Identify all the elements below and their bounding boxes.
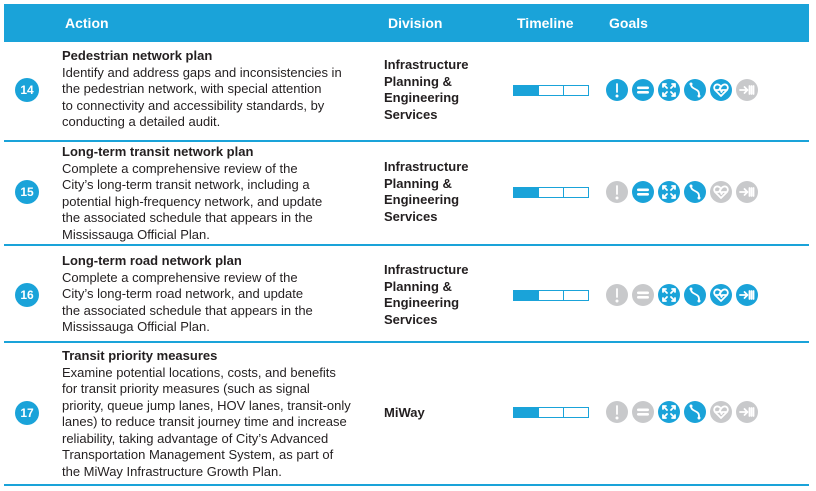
division-line: Engineering <box>384 295 460 310</box>
row-number: 17 <box>15 401 39 425</box>
row-number: 16 <box>15 283 39 307</box>
heart-pulse-icon <box>710 401 732 423</box>
division-line: Engineering <box>384 90 460 105</box>
route-icon <box>684 401 706 423</box>
row-divider <box>4 140 809 142</box>
timeline-bar <box>513 407 589 418</box>
heart-pulse-icon <box>710 181 732 203</box>
expand-arrows-icon <box>658 284 680 306</box>
equals-icon <box>632 401 654 423</box>
timeline-bar <box>513 187 589 198</box>
row-number: 14 <box>15 78 39 102</box>
goals-group <box>606 401 758 423</box>
forward-arrow-icon <box>736 401 758 423</box>
exclamation-icon <box>606 401 628 423</box>
division-line: Services <box>384 106 438 122</box>
action-line: Mississauga Official Plan. <box>62 226 210 242</box>
exclamation-icon <box>606 79 628 101</box>
timeline-bar <box>513 85 589 96</box>
action-title: Pedestrian network plan <box>62 48 213 63</box>
action-title: Long-term transit network plan <box>62 144 254 159</box>
route-icon <box>684 284 706 306</box>
division-line: Services <box>384 311 438 327</box>
action-line: Complete a comprehensive review of the <box>62 160 298 176</box>
equals-icon <box>632 79 654 101</box>
forward-arrow-icon <box>736 284 758 306</box>
heart-pulse-icon <box>710 79 732 101</box>
division-line: Engineering <box>384 192 460 207</box>
action-line: for transit priority measures (such as signal <box>62 381 310 396</box>
action-line: the associated schedule that appears in the <box>62 302 313 318</box>
action-cell <box>62 48 362 131</box>
timeline-fill <box>514 408 538 417</box>
action-line: reliability, taking advantage of City’s Advanced <box>62 430 329 446</box>
forward-arrow-icon <box>736 181 758 203</box>
division-line: Infrastructure <box>384 57 469 72</box>
action-title: Transit priority measures <box>62 348 218 363</box>
action-line: conducting a detailed audit. <box>62 114 221 129</box>
header-division: Division <box>388 15 443 31</box>
route-icon <box>684 181 706 203</box>
division-cell <box>384 57 504 123</box>
division-cell <box>384 159 504 225</box>
action-cell <box>62 144 362 243</box>
action-line: the MiWay Infrastructure Growth Plan. <box>62 463 282 479</box>
division-line: Infrastructure <box>384 159 469 174</box>
timeline-bar <box>513 290 589 301</box>
division-cell <box>384 262 504 328</box>
action-line: lanes) to reduce transit journey time and increase <box>62 414 347 429</box>
action-line: priority, queue jump lanes, HOV lanes, transit-only <box>62 397 351 413</box>
division-line: Planning & <box>384 73 452 89</box>
action-line: City’s long-term road network, and update <box>62 286 304 301</box>
goals-group <box>606 79 758 101</box>
division-line: Services <box>384 208 438 224</box>
row-number: 15 <box>15 180 39 204</box>
action-line: Identify and address gaps and inconsistencies in <box>62 64 342 80</box>
row-divider <box>4 484 809 486</box>
action-line: the associated schedule that appears in the <box>62 210 313 225</box>
action-line: Transportation Management System, as part of <box>62 447 334 462</box>
timeline-fill <box>514 188 538 197</box>
row-divider <box>4 244 809 246</box>
goals-group <box>606 181 758 203</box>
action-line: to connectivity and accessibility standards, by <box>62 97 325 113</box>
division-line: Planning & <box>384 278 452 294</box>
header-action: Action <box>65 15 109 31</box>
heart-pulse-icon <box>710 284 732 306</box>
division-line: Infrastructure <box>384 262 469 277</box>
action-line: Examine potential locations, costs, and benefits <box>62 364 336 380</box>
action-cell <box>62 253 362 336</box>
expand-arrows-icon <box>658 401 680 423</box>
action-line: potential high-frequency network, and update <box>62 193 323 209</box>
exclamation-icon <box>606 284 628 306</box>
goals-group <box>606 284 758 306</box>
forward-arrow-icon <box>736 79 758 101</box>
row-divider <box>4 341 809 343</box>
action-title: Long-term road network plan <box>62 253 242 268</box>
header-goals: Goals <box>609 15 648 31</box>
route-icon <box>684 79 706 101</box>
timeline-fill <box>514 86 538 95</box>
action-cell <box>62 348 362 480</box>
equals-icon <box>632 284 654 306</box>
division-line: MiWay <box>384 405 425 420</box>
timeline-fill <box>514 291 538 300</box>
action-line: Complete a comprehensive review of the <box>62 269 298 285</box>
exclamation-icon <box>606 181 628 203</box>
header-timeline: Timeline <box>517 15 574 31</box>
expand-arrows-icon <box>658 181 680 203</box>
action-line: City’s long-term transit network, including a <box>62 177 310 192</box>
action-line: the pedestrian network, with special attention <box>62 81 322 96</box>
table-header <box>4 4 809 42</box>
equals-icon <box>632 181 654 203</box>
division-cell <box>384 405 504 422</box>
division-line: Planning & <box>384 175 452 191</box>
expand-arrows-icon <box>658 79 680 101</box>
action-line: Mississauga Official Plan. <box>62 319 210 334</box>
